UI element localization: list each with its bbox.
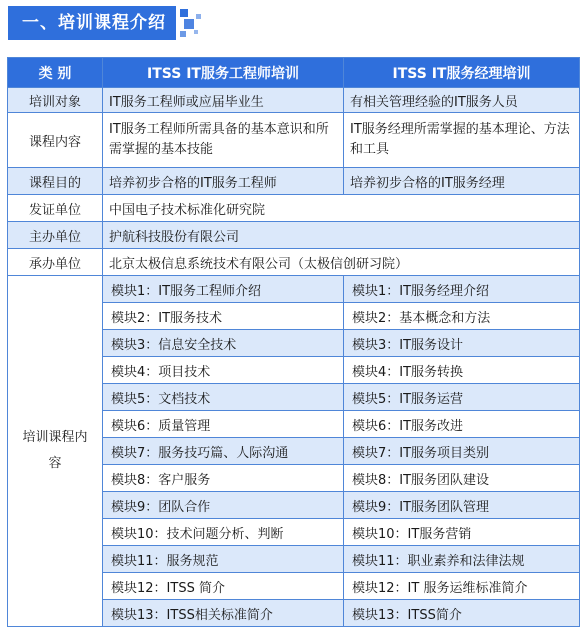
header-manager: ITSS IT服务经理培训 bbox=[344, 58, 580, 88]
manager-module: 模块9：IT服务团队管理 bbox=[344, 492, 580, 519]
span-cell: 北京太极信息系统技术有限公司（太极信创研习院） bbox=[103, 249, 580, 276]
course-table bbox=[7, 57, 580, 627]
manager-module: 模块12：IT 服务运维标准简介 bbox=[344, 573, 580, 600]
manager-module: 模块13：ITSS简介 bbox=[344, 600, 580, 627]
engineer-module: 模块9：团队合作 bbox=[103, 492, 344, 519]
row-category: 发证单位 bbox=[8, 195, 103, 222]
engineer-module: 模块4：项目技术 bbox=[103, 357, 344, 384]
module-row bbox=[8, 276, 580, 303]
engineer-module: 模块11：服务规范 bbox=[103, 546, 344, 573]
manager-module: 模块2：基本概念和方法 bbox=[344, 303, 580, 330]
header-category: 类 别 bbox=[8, 58, 103, 88]
span-cell: 中国电子技术标准化研究院 bbox=[103, 195, 580, 222]
table-row-content bbox=[8, 113, 580, 168]
row-category: 课程内容 bbox=[8, 113, 103, 168]
manager-module: 模块11：职业素养和法律法规 bbox=[344, 546, 580, 573]
engineer-cell: 培养初步合格的IT服务工程师 bbox=[103, 168, 344, 195]
row-category: 培训对象 bbox=[8, 88, 103, 113]
table-row-issuer bbox=[8, 195, 580, 222]
engineer-module: 模块2：IT服务技术 bbox=[103, 303, 344, 330]
manager-module: 模块3：IT服务设计 bbox=[344, 330, 580, 357]
decor-square bbox=[196, 14, 201, 19]
engineer-cell: IT服务工程师或应届毕业生 bbox=[103, 88, 344, 113]
manager-cell: 培养初步合格的IT服务经理 bbox=[344, 168, 580, 195]
row-category: 课程目的 bbox=[8, 168, 103, 195]
table-row-trainees bbox=[8, 88, 580, 113]
engineer-module: 模块5：文档技术 bbox=[103, 384, 344, 411]
modules-category: 培训课程内容 bbox=[8, 276, 103, 627]
span-cell: 护航科技股份有限公司 bbox=[103, 222, 580, 249]
engineer-module: 模块10：技术问题分析、判断 bbox=[103, 519, 344, 546]
manager-module: 模块8：IT服务团队建设 bbox=[344, 465, 580, 492]
decor-square bbox=[184, 19, 194, 29]
manager-module: 模块6：IT服务改进 bbox=[344, 411, 580, 438]
engineer-cell: IT服务工程师所需具备的基本意识和所需掌握的基本技能 bbox=[103, 113, 344, 168]
manager-cell: 有相关管理经验的IT服务人员 bbox=[344, 88, 580, 113]
decor-square bbox=[194, 30, 198, 34]
table-header-row bbox=[8, 58, 580, 88]
section-title: 一、培训课程介绍 bbox=[8, 6, 176, 40]
manager-module: 模块10：IT服务营销 bbox=[344, 519, 580, 546]
decor-square bbox=[180, 31, 186, 37]
engineer-module: 模块8：客户服务 bbox=[103, 465, 344, 492]
table-row-host bbox=[8, 222, 580, 249]
table-row-purpose bbox=[8, 168, 580, 195]
engineer-module: 模块12：ITSS 简介 bbox=[103, 573, 344, 600]
row-category: 主办单位 bbox=[8, 222, 103, 249]
engineer-module: 模块1：IT服务工程师介绍 bbox=[103, 276, 344, 303]
manager-module: 模块4：IT服务转换 bbox=[344, 357, 580, 384]
decor-square bbox=[180, 9, 188, 17]
row-category: 承办单位 bbox=[8, 249, 103, 276]
manager-cell: IT服务经理所需掌握的基本理论、方法和工具 bbox=[344, 113, 580, 168]
engineer-module: 模块3：信息安全技术 bbox=[103, 330, 344, 357]
engineer-module: 模块13：ITSS相关标准简介 bbox=[103, 600, 344, 627]
manager-module: 模块1：IT服务经理介绍 bbox=[344, 276, 580, 303]
table-row-organizer bbox=[8, 249, 580, 276]
engineer-module: 模块6：质量管理 bbox=[103, 411, 344, 438]
manager-module: 模块7：IT服务项目类别 bbox=[344, 438, 580, 465]
header-engineer: ITSS IT服务工程师培训 bbox=[103, 58, 344, 88]
engineer-module: 模块7：服务技巧篇、人际沟通 bbox=[103, 438, 344, 465]
manager-module: 模块5：IT服务运营 bbox=[344, 384, 580, 411]
